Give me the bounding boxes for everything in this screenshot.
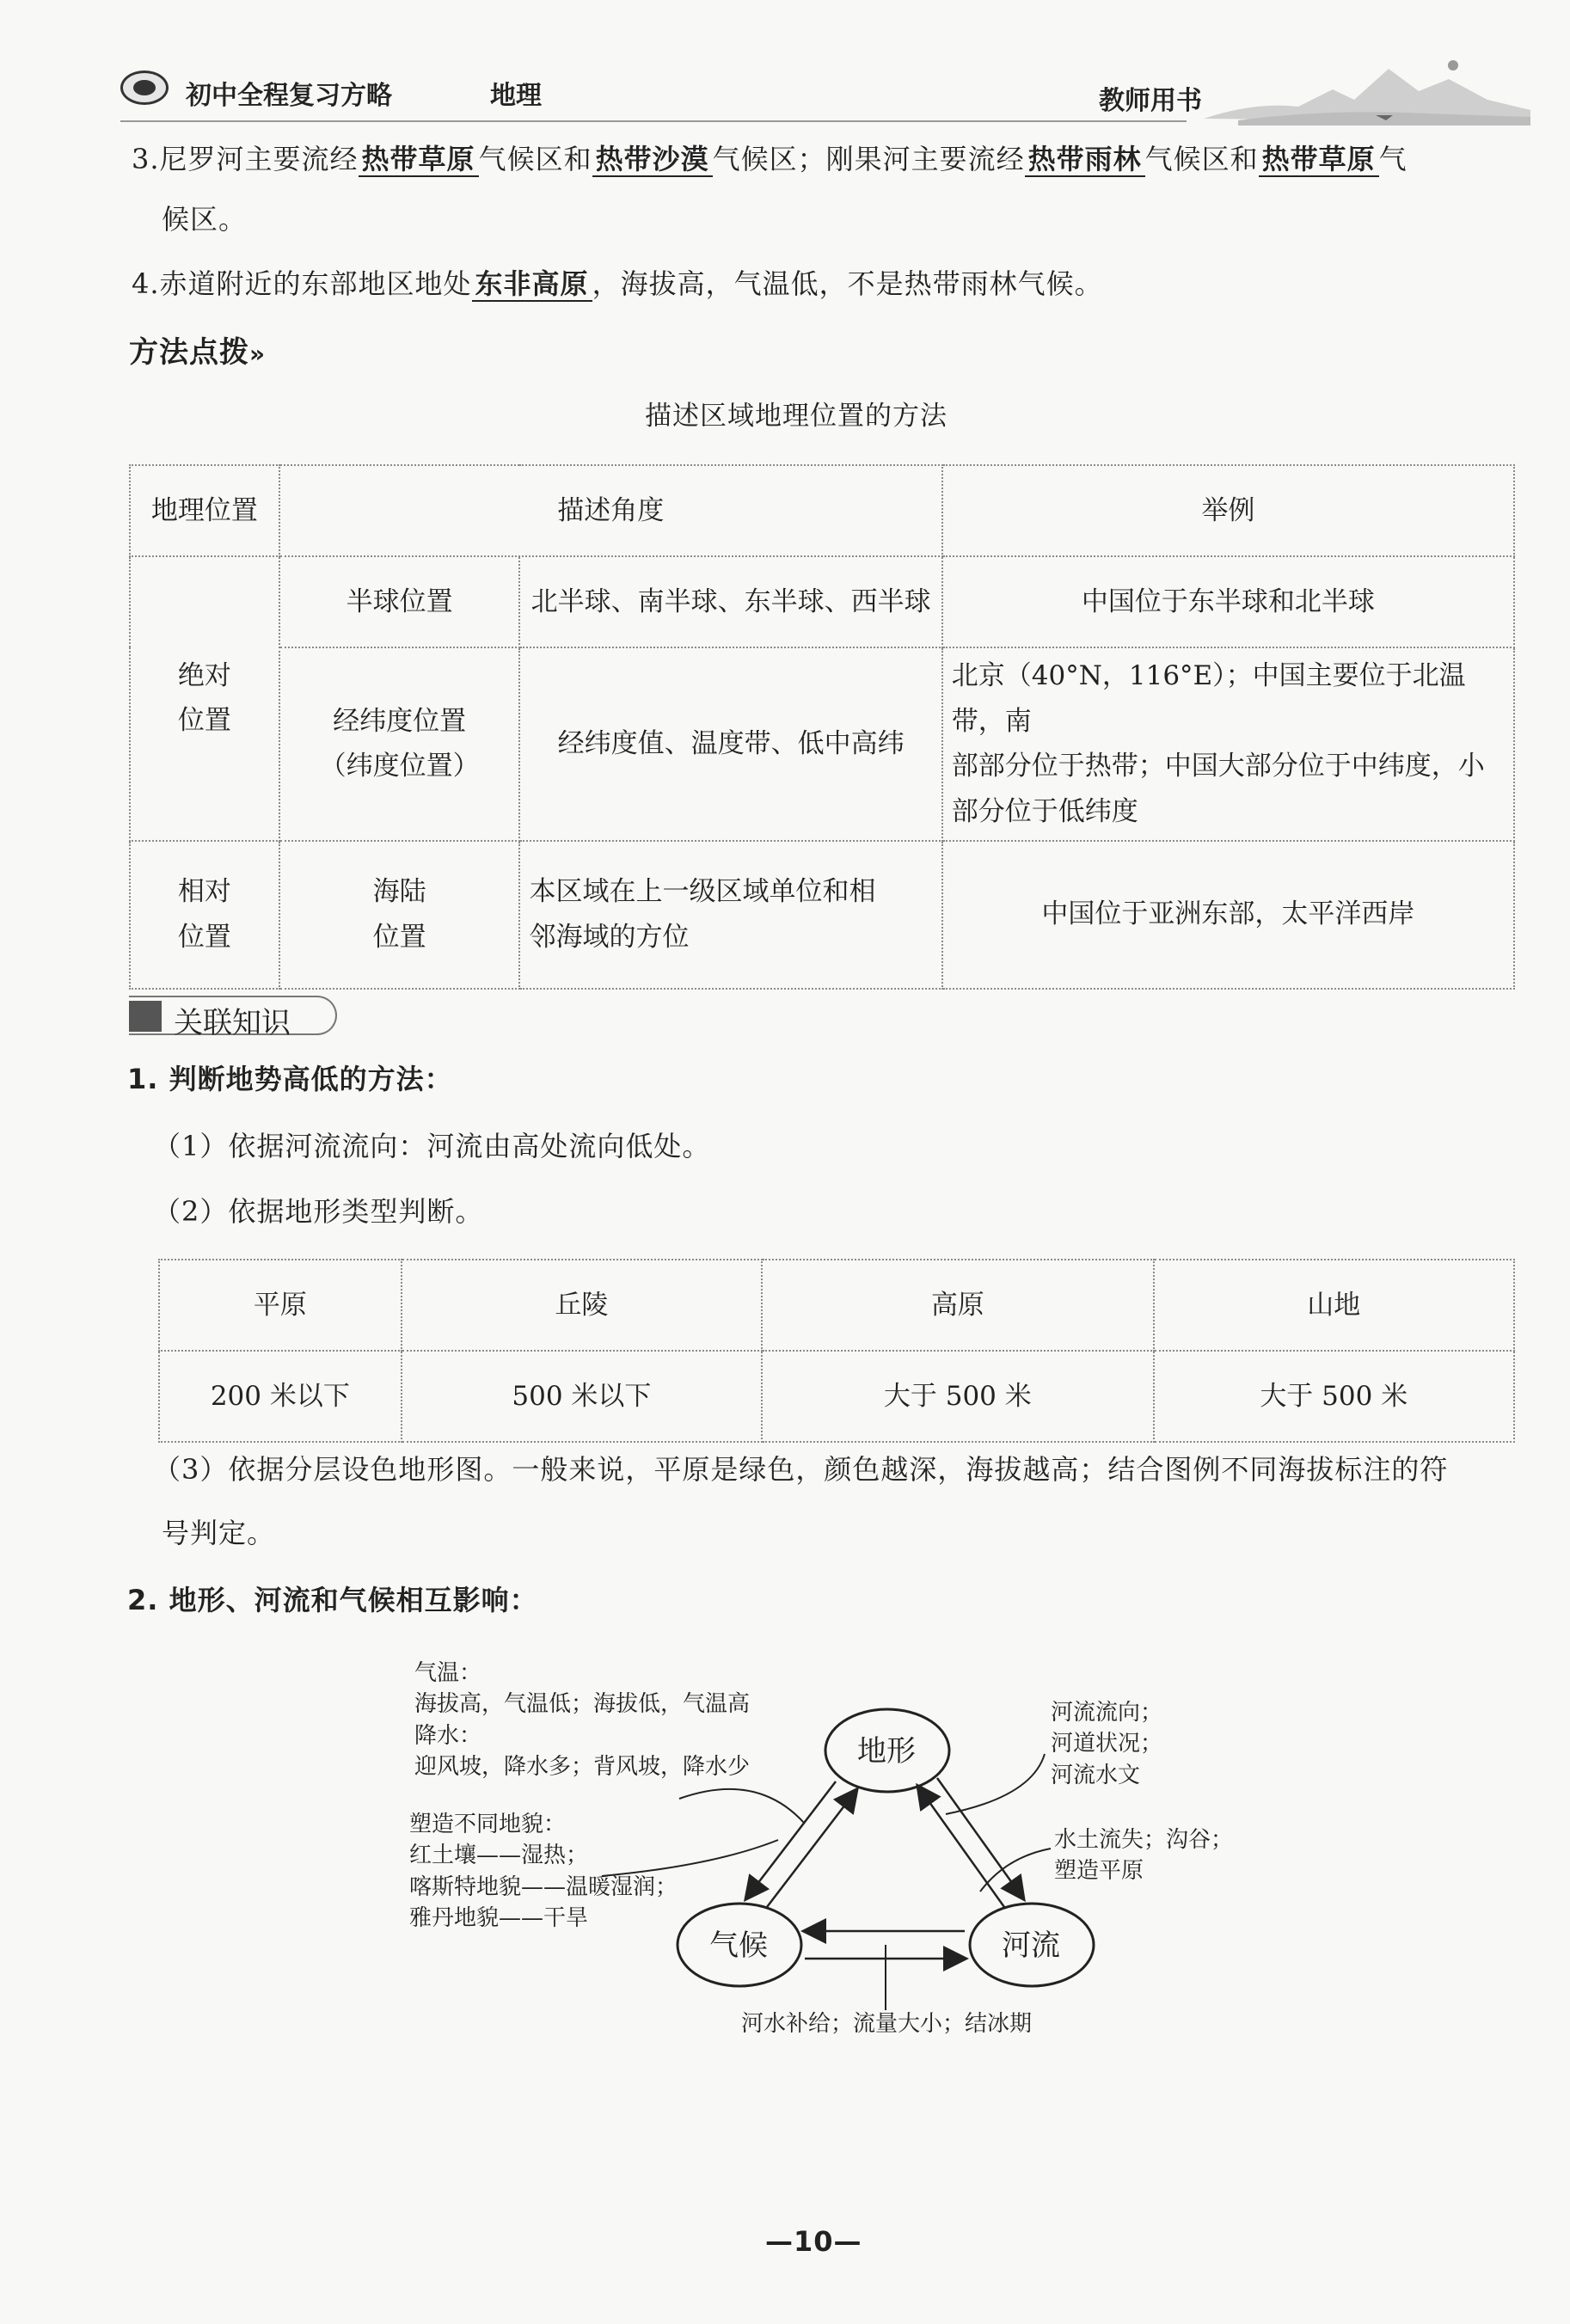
related-item-1a: （1）依据河流流向：河流由高处流向低处。 (153, 1130, 711, 1162)
node-terrain-label: 地形 (857, 1734, 916, 1769)
answer-3-blank-3: 热带雨林 (1025, 143, 1145, 177)
terrain-head-plain: 平原 (159, 1260, 402, 1351)
terrain-head-mountain: 山地 (1154, 1260, 1514, 1351)
hemisphere-name: 半球位置 (279, 556, 520, 647)
diagram-bottom-note: 河水补给；流量大小；结冰期 (741, 2011, 1033, 2037)
answer-3-line2: 候区。 (162, 203, 248, 236)
latlon-example: 北京（40°N，116°E）；中国主要位于北温带，南 部部分位于热带；中国大部分位于中纬度，小 部分位于低纬度 (942, 647, 1514, 841)
terrain-head-plateau: 高原 (762, 1260, 1153, 1351)
leader-top-right (946, 1754, 1045, 1814)
leader-top-left (679, 1789, 804, 1823)
header-series: 初中全程复习方略 (186, 81, 392, 111)
related-item-1b: （2）依据地形类型判断。 (153, 1195, 484, 1228)
hemisphere-example: 中国位于东半球和北半球 (942, 556, 1514, 647)
node-river-label: 河流 (1002, 1928, 1060, 1963)
terrain-val-plain: 200 米以下 (159, 1351, 402, 1442)
leader-mid-right (980, 1849, 1051, 1892)
answer-4-blank-1: 东非高原 (472, 267, 592, 302)
diagram-mid-right-note: 水土流失；沟谷； 塑造平原 (1054, 1827, 1234, 1885)
related-item-1c-line1: （3）依据分层设色地形图。一般来说，平原是绿色，颜色越深，海拔越高；结合图例不同海拔标注的符 (153, 1453, 1449, 1486)
arrow-river-to-terrain (918, 1787, 1004, 1907)
related-item-2-title: 2. 地形、河流和气候相互影响： (127, 1584, 538, 1616)
diagram-mid-left-note: 塑造不同地貌： 红土壤——湿热； 喀斯特地貌——温暖湿润； 雅丹地貌——干旱 (409, 1812, 678, 1932)
absolute-location-cell: 绝对 位置 (130, 556, 279, 841)
diagram-top-left-note: 气温： 海拔高，气温低；海拔低，气温高 降水： 迎风坡，降水多；背风坡，降水少 (414, 1660, 751, 1781)
arrow-terrain-to-climate (746, 1781, 836, 1898)
hemisphere-desc: 北半球、南半球、东半球、西半球 (519, 556, 941, 647)
answer-3-blank-4: 热带草原 (1259, 143, 1379, 177)
answer-3-blank-1: 热带草原 (359, 143, 479, 177)
related-title-tab: 关联知识 (129, 996, 337, 1035)
relative-location-cell: 相对 位置 (130, 841, 279, 989)
th-location: 地理位置 (130, 465, 279, 556)
arrow-climate-to-terrain (767, 1790, 856, 1907)
diagram-top-right-note: 河流流向； 河道状况； 河流水文 (1051, 1700, 1163, 1788)
arrow-terrain-to-river (937, 1778, 1023, 1898)
double-chevron-icon: » (249, 340, 267, 368)
method-table-title: 描述区域地理位置的方法 (645, 401, 948, 432)
terrain-val-mountain: 大于 500 米 (1154, 1351, 1514, 1442)
answer-4-line: 4.赤道附近的东部地区地处 东非高原 ，海拔高，气温低，不是热带雨林气候。 (132, 267, 1103, 300)
header-subject: 地理 (490, 81, 542, 111)
page-number: —10— (765, 2225, 862, 2258)
node-climate-label: 气候 (709, 1928, 768, 1963)
th-example: 举例 (942, 465, 1514, 556)
sealand-name: 海陆 位置 (279, 841, 520, 989)
answer-3-blank-2: 热带沙漠 (592, 143, 713, 177)
terrain-head-hill: 丘陵 (402, 1260, 762, 1351)
answer-3-line1: 3.尼罗河主要流经 热带草原 气候区和 热带沙漠 气候区；刚果河主要流经 热带雨林 气候区和 热带草原 气 (132, 143, 1407, 175)
terrain-val-plateau: 大于 500 米 (762, 1351, 1153, 1442)
sealand-example: 中国位于亚洲东部，太平洋西岸 (942, 841, 1514, 989)
terrain-val-hill: 500 米以下 (402, 1351, 762, 1442)
latlon-name: 经纬度位置 （纬度位置） (279, 647, 520, 841)
th-angle: 描述角度 (279, 465, 942, 556)
header-badge: 教师用书 (1099, 86, 1202, 116)
sealand-desc: 本区域在上一级区域单位和相 邻海域的方位 (519, 841, 941, 989)
latlon-desc: 经纬度值、温度带、低中高纬 (519, 647, 941, 841)
related-item-1-title: 1. 判断地势高低的方法： (127, 1063, 453, 1095)
related-item-1c-line2: 号判定。 (162, 1517, 276, 1549)
method-section-title: 方法点拨» (129, 335, 267, 370)
